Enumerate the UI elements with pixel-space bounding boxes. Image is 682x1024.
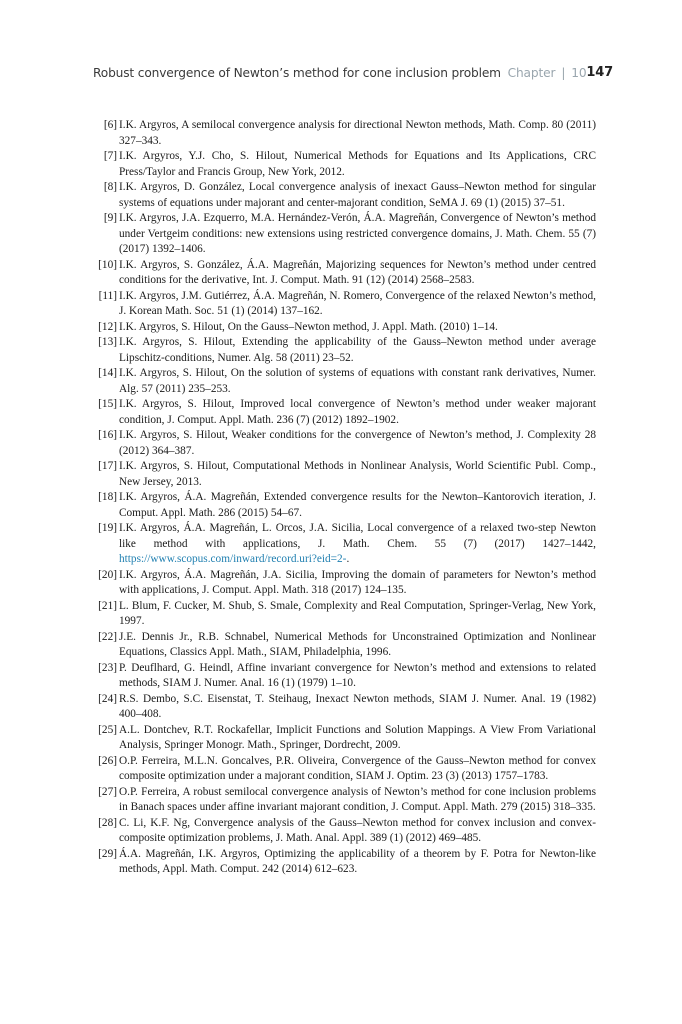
reference-number: [19] xyxy=(98,522,117,534)
reference-number: [6] xyxy=(103,119,117,131)
reference-text: I.K. Argyros, J.A. Ezquerro, M.A. Hernández-Verón, Á.A. Magreñán, Convergence of Newton’s method under Vertgeim conditions: new extensions using restricted convergence domains, J. Math. Chem. 55 (7) (2017) 1392–1406. xyxy=(119,212,596,255)
reference-item xyxy=(93,149,596,180)
reference-number: [16] xyxy=(98,429,117,441)
reference-number: [14] xyxy=(98,367,117,379)
reference-item xyxy=(93,335,596,366)
reference-number: [26] xyxy=(98,754,117,767)
reference-text: I.K. Argyros, S. Hilout, Extending the applicability of the Gauss–Newton method under average Lipschitz-conditions, Numer. Alg. 58 (2011) 23–52. xyxy=(119,336,596,364)
reference-number: [24] xyxy=(98,692,117,705)
reference-text: I.K. Argyros, A semilocal convergence analysis for directional Newton methods, Math. Comp. 80 (2011) 327–343. xyxy=(119,119,596,147)
reference-item xyxy=(93,459,596,490)
reference-number: [13] xyxy=(98,336,117,348)
reference-number: [21] xyxy=(98,599,117,612)
reference-item xyxy=(93,599,596,630)
chapter-number: 10 xyxy=(571,66,587,80)
reference-text: I.K. Argyros, S. Hilout, On the solution of systems of equations with constant rank derivatives, Numer. Alg. 57 (2011) 235–253. xyxy=(119,367,596,395)
reference-number: [12] xyxy=(98,320,117,333)
reference-item xyxy=(93,118,596,149)
reference-item xyxy=(93,320,596,336)
reference-item xyxy=(93,723,596,754)
running-head-title: Robust convergence of Newton’s method for cone inclusion problem xyxy=(93,66,501,80)
reference-text: C. Li, K.F. Ng, Convergence analysis of the Gauss–Newton method for convex inclusion and convex-composite optimization problems, J. Math. Anal. Appl. 389 (1) (2012) 469–485. xyxy=(119,816,596,844)
reference-item xyxy=(93,847,596,878)
reference-item xyxy=(93,366,596,397)
reference-number: [29] xyxy=(98,847,117,860)
reference-number: [10] xyxy=(98,258,117,271)
reference-item xyxy=(93,490,596,521)
reference-number: [11] xyxy=(98,289,117,302)
reference-item xyxy=(93,258,596,289)
reference-number: [27] xyxy=(98,785,117,798)
reference-item xyxy=(93,630,596,661)
reference-text: L. Blum, F. Cucker, M. Shub, S. Smale, Complexity and Real Computation, Springer-Verlag, New York, 1997. xyxy=(119,599,596,627)
reference-tail: . xyxy=(346,553,350,565)
reference-text: I.K. Argyros, D. González, Local convergence analysis of inexact Gauss–Newton method for singular systems of equations under majorant and center-majorant condition, SeMA J. 69 (1) (2015) 37–51. xyxy=(119,181,596,209)
reference-text: P. Deuflhard, G. Heindl, Affine invariant convergence for Newton’s method and extensions to related methods, SIAM J. Numer. Anal. 16 (1) (1979) 1–10. xyxy=(119,661,596,689)
reference-number: [17] xyxy=(98,460,117,472)
reference-link[interactable]: https://www.scopus.com/inward/record.uri?eid=2- xyxy=(119,553,347,565)
running-head xyxy=(93,66,613,80)
reference-text: R.S. Dembo, S.C. Eisenstat, T. Steihaug, Inexact Newton methods, SIAM J. Numer. Anal. 19 (1982) 400–408. xyxy=(119,692,596,720)
reference-item xyxy=(93,397,596,428)
reference-item xyxy=(93,568,596,599)
reference-number: [8] xyxy=(103,181,117,193)
reference-item xyxy=(93,816,596,847)
reference-item xyxy=(93,180,596,211)
reference-text: I.K. Argyros, J.M. Gutiérrez, Á.A. Magreñán, N. Romero, Convergence of the relaxed Newton’s method, J. Korean Math. Soc. 51 (1) (2014) 137–162. xyxy=(119,289,596,317)
reference-text: I.K. Argyros, S. Hilout, Improved local convergence of Newton’s method under weaker majorant condition, J. Comput. Appl. Math. 236 (7) (2012) 1892–1902. xyxy=(119,398,596,426)
reference-text: I.K. Argyros, S. Hilout, On the Gauss–Newton method, J. Appl. Math. (2010) 1–14. xyxy=(119,320,498,333)
reference-item xyxy=(93,692,596,723)
reference-number: [20] xyxy=(98,568,117,581)
reference-list xyxy=(93,118,596,878)
reference-text: J.E. Dennis Jr., R.B. Schnabel, Numerical Methods for Unconstrained Optimization and Nonlinear Equations, Classics Appl. Math., SIAM, Philadelphia, 1996. xyxy=(119,630,596,658)
page-number: 147 xyxy=(586,65,613,80)
reference-text: I.K. Argyros, Á.A. Magreñán, L. Orcos, J.A. Sicilia, Local convergence of a relaxed two-step Newton like method with applications, J. Math. Chem. 55 (7) (2017) 1427–1442, xyxy=(119,522,596,550)
reference-number: [25] xyxy=(98,723,117,736)
reference-text: I.K. Argyros, S. Hilout, Computational Methods in Nonlinear Analysis, World Scientific Publ. Comp., New Jersey, 2013. xyxy=(119,460,596,488)
reference-text: Á.A. Magreñán, I.K. Argyros, Optimizing the applicability of a theorem by F. Potra for Newton-like methods, Appl. Math. Comput. 242 (2014) 612–623. xyxy=(119,847,596,875)
reference-item xyxy=(93,521,596,568)
reference-number: [7] xyxy=(103,150,117,162)
reference-number: [28] xyxy=(98,816,117,829)
reference-number: [9] xyxy=(103,212,117,224)
reference-item xyxy=(93,785,596,816)
reference-item xyxy=(93,661,596,692)
reference-number: [18] xyxy=(98,491,117,503)
reference-number: [15] xyxy=(98,398,117,410)
reference-text: A.L. Dontchev, R.T. Rockafellar, Implicit Functions and Solution Mappings. A View From Variational Analysis, Springer Monogr. Math., Springer, Dordrecht, 2009. xyxy=(119,723,596,751)
reference-text: I.K. Argyros, Á.A. Magreñán, Extended convergence results for the Newton–Kantorovich iteration, J. Comput. Appl. Math. 286 (2015) 54–67. xyxy=(119,491,596,519)
reference-number: [22] xyxy=(98,630,117,643)
reference-text: I.K. Argyros, Á.A. Magreñán, J.A. Sicilia, Improving the domain of parameters for Newton’s method with applications, J. Comput. Appl. Math. 318 (2017) 124–135. xyxy=(119,568,596,596)
header-separator: | xyxy=(561,66,566,80)
reference-text: I.K. Argyros, Y.J. Cho, S. Hilout, Numerical Methods for Equations and Its Applications, CRC Press/Taylor and Francis Group, New York, 2012. xyxy=(119,150,596,178)
reference-text: I.K. Argyros, S. Hilout, Weaker conditions for the convergence of Newton’s method, J. Complexity 28 (2012) 364–387. xyxy=(119,429,596,457)
reference-text: I.K. Argyros, S. González, Á.A. Magreñán, Majorizing sequences for Newton’s method under centred conditions for the derivative, Int. J. Comput. Math. 91 (12) (2014) 2568–2583. xyxy=(119,258,596,286)
chapter-label: Chapter xyxy=(507,66,556,80)
reference-item xyxy=(93,211,596,258)
reference-number: [23] xyxy=(98,661,117,674)
reference-text: O.P. Ferreira, M.L.N. Goncalves, P.R. Oliveira, Convergence of the Gauss–Newton method for convex composite optimization under a majorant condition, SIAM J. Optim. 23 (3) (2013) 1757–1783. xyxy=(119,754,596,782)
reference-item xyxy=(93,289,596,320)
reference-item xyxy=(93,428,596,459)
reference-text: O.P. Ferreira, A robust semilocal convergence analysis of Newton’s method for cone inclusion problems in Banach spaces under affine invariant majorant condition, J. Comput. Appl. Math. 279 (2015) 318–335. xyxy=(119,785,596,813)
reference-item xyxy=(93,754,596,785)
